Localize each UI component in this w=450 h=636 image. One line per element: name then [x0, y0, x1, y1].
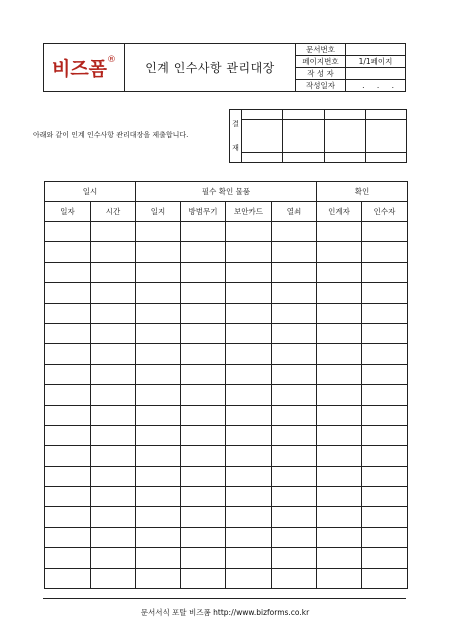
table-cell[interactable]	[136, 283, 181, 303]
table-cell[interactable]	[317, 303, 362, 323]
table-cell[interactable]	[272, 385, 317, 405]
table-cell[interactable]	[317, 548, 362, 568]
table-cell[interactable]	[317, 323, 362, 343]
column-header-security-weapon: 방범무기	[181, 202, 226, 222]
meta-value-author[interactable]	[346, 68, 406, 80]
table-cell[interactable]	[45, 487, 91, 507]
table-cell[interactable]	[45, 548, 91, 568]
table-cell[interactable]	[136, 344, 181, 364]
table-cell[interactable]	[317, 385, 362, 405]
approval-title-cell[interactable]	[283, 110, 324, 120]
table-cell[interactable]	[181, 487, 226, 507]
approval-sign-cell[interactable]	[365, 120, 406, 153]
document-header	[43, 43, 406, 92]
table-cell[interactable]	[136, 262, 181, 282]
table-cell[interactable]	[45, 466, 91, 486]
table-row	[45, 568, 408, 588]
table-cell[interactable]	[317, 466, 362, 486]
table-cell[interactable]	[226, 242, 272, 262]
table-cell[interactable]	[45, 303, 91, 323]
table-cell[interactable]	[45, 405, 91, 425]
table-cell[interactable]	[91, 446, 136, 466]
table-row	[45, 323, 408, 343]
column-header-handover-person: 인계자	[317, 202, 362, 222]
table-cell[interactable]	[317, 405, 362, 425]
table-row	[45, 262, 408, 282]
table-body	[45, 222, 408, 589]
table-cell[interactable]	[272, 487, 317, 507]
table-cell[interactable]	[181, 323, 226, 343]
table-cell[interactable]	[45, 262, 91, 282]
table-cell[interactable]	[362, 446, 408, 466]
table-cell[interactable]	[45, 344, 91, 364]
table-cell[interactable]	[181, 262, 226, 282]
table-cell[interactable]	[136, 323, 181, 343]
table-cell[interactable]	[181, 466, 226, 486]
table-row	[45, 283, 408, 303]
table-cell[interactable]	[272, 303, 317, 323]
table-cell[interactable]	[272, 425, 317, 445]
table-cell[interactable]	[136, 425, 181, 445]
table-cell[interactable]	[91, 507, 136, 527]
table-cell[interactable]	[362, 507, 408, 527]
table-cell[interactable]	[272, 507, 317, 527]
group-header-row	[45, 182, 408, 202]
table-cell[interactable]	[181, 242, 226, 262]
logo	[44, 44, 125, 92]
approval-sign-cell[interactable]	[242, 120, 283, 153]
approval-date-cell[interactable]	[242, 152, 283, 162]
table-cell[interactable]	[317, 568, 362, 588]
table-cell[interactable]	[136, 242, 181, 262]
meta-label-author: 작 성 자	[296, 68, 346, 80]
document-title: 인계 인수사항 관리대장	[125, 44, 296, 92]
table-cell[interactable]	[136, 446, 181, 466]
table-cell[interactable]	[91, 385, 136, 405]
table-cell[interactable]	[181, 425, 226, 445]
table-cell[interactable]	[45, 242, 91, 262]
table-cell[interactable]	[45, 446, 91, 466]
table-cell[interactable]	[362, 385, 408, 405]
table-cell[interactable]	[226, 364, 272, 384]
intro-statement: 아래와 같이 인계 인수사항 관리대장을 제출합니다.	[33, 131, 189, 139]
table-cell[interactable]	[226, 405, 272, 425]
column-header-date: 일자	[45, 202, 91, 222]
table-cell[interactable]	[272, 344, 317, 364]
approval-sign-cell[interactable]	[283, 120, 324, 153]
table-cell[interactable]	[362, 466, 408, 486]
table-row	[45, 242, 408, 262]
table-cell[interactable]	[226, 303, 272, 323]
table-cell[interactable]	[226, 425, 272, 445]
approval-title-cell[interactable]	[242, 110, 283, 120]
footer-text: 문서서식 포탈 비즈폼 http://www.bizforms.co.kr	[140, 608, 310, 617]
table-cell[interactable]	[136, 548, 181, 568]
table-row	[45, 507, 408, 527]
table-cell[interactable]	[317, 344, 362, 364]
table-cell[interactable]	[362, 323, 408, 343]
table-cell[interactable]	[272, 283, 317, 303]
table-cell[interactable]	[136, 466, 181, 486]
table-cell[interactable]	[272, 364, 317, 384]
handover-table	[44, 181, 408, 589]
table-cell[interactable]	[272, 548, 317, 568]
column-header-security-card: 보안카드	[226, 202, 272, 222]
table-cell[interactable]	[226, 527, 272, 547]
approval-label-top: 결	[232, 120, 239, 128]
table-cell[interactable]	[226, 323, 272, 343]
table-cell[interactable]	[362, 487, 408, 507]
group-header-datetime: 일시	[45, 182, 136, 202]
column-header-log: 일지	[136, 202, 181, 222]
table-cell[interactable]	[91, 364, 136, 384]
column-header-key: 열쇠	[272, 202, 317, 222]
table-cell[interactable]	[91, 487, 136, 507]
table-cell[interactable]	[226, 344, 272, 364]
table-cell[interactable]	[226, 262, 272, 282]
table-row	[45, 222, 408, 242]
table-cell[interactable]	[317, 446, 362, 466]
table-row	[45, 527, 408, 547]
table-row	[45, 385, 408, 405]
table-cell[interactable]	[272, 568, 317, 588]
table-cell[interactable]	[272, 222, 317, 242]
table-cell[interactable]	[45, 385, 91, 405]
table-cell[interactable]	[362, 222, 408, 242]
table-cell[interactable]	[45, 568, 91, 588]
table-cell[interactable]	[272, 527, 317, 547]
approval-title-cell[interactable]	[324, 110, 365, 120]
table-cell[interactable]	[91, 405, 136, 425]
table-cell[interactable]	[317, 222, 362, 242]
table-cell[interactable]	[45, 527, 91, 547]
meta-label-page-number: 페이지번호	[296, 56, 346, 68]
table-cell[interactable]	[136, 568, 181, 588]
table-cell[interactable]	[362, 262, 408, 282]
logo-text: 비즈폼	[51, 58, 108, 80]
table-cell[interactable]	[181, 527, 226, 547]
meta-label-date: 작성일자	[296, 80, 346, 92]
table-cell[interactable]	[91, 222, 136, 242]
table-cell[interactable]	[362, 527, 408, 547]
table-cell[interactable]	[45, 222, 91, 242]
table-cell[interactable]	[91, 262, 136, 282]
table-cell[interactable]	[45, 507, 91, 527]
table-cell[interactable]	[181, 283, 226, 303]
table-cell[interactable]	[91, 527, 136, 547]
table-cell[interactable]	[317, 262, 362, 282]
table-row	[45, 405, 408, 425]
table-cell[interactable]	[181, 344, 226, 364]
table-cell[interactable]	[272, 262, 317, 282]
table-row	[45, 425, 408, 445]
table-cell[interactable]	[181, 507, 226, 527]
table-cell[interactable]	[91, 466, 136, 486]
table-cell[interactable]	[272, 405, 317, 425]
footer-divider	[43, 598, 406, 599]
approval-label	[230, 110, 242, 163]
table-cell[interactable]	[226, 548, 272, 568]
table-cell[interactable]	[181, 303, 226, 323]
table-cell[interactable]	[317, 283, 362, 303]
table-cell[interactable]	[181, 568, 226, 588]
table-cell[interactable]	[91, 242, 136, 262]
table-cell[interactable]	[181, 222, 226, 242]
table-cell[interactable]	[226, 446, 272, 466]
table-cell[interactable]	[91, 344, 136, 364]
approval-box	[229, 109, 407, 163]
table-cell[interactable]	[362, 283, 408, 303]
meta-value-doc-number[interactable]	[346, 44, 406, 56]
table-cell[interactable]	[181, 405, 226, 425]
table-cell[interactable]	[45, 364, 91, 384]
table-cell[interactable]	[136, 405, 181, 425]
table-cell[interactable]	[181, 548, 226, 568]
column-header-row	[45, 202, 408, 222]
table-cell[interactable]	[317, 507, 362, 527]
table-cell[interactable]	[272, 446, 317, 466]
registered-mark: ®	[107, 55, 117, 65]
table-cell[interactable]	[317, 487, 362, 507]
table-cell[interactable]	[91, 303, 136, 323]
table-cell[interactable]	[226, 487, 272, 507]
table-cell[interactable]	[317, 242, 362, 262]
table-cell[interactable]	[226, 507, 272, 527]
table-cell[interactable]	[181, 446, 226, 466]
table-cell[interactable]	[91, 283, 136, 303]
approval-sign-cell[interactable]	[324, 120, 365, 153]
approval-date-cell[interactable]	[365, 152, 406, 162]
table-cell[interactable]	[226, 466, 272, 486]
table-cell[interactable]	[136, 507, 181, 527]
table-cell[interactable]	[272, 466, 317, 486]
table-cell[interactable]	[136, 364, 181, 384]
table-row	[45, 344, 408, 364]
meta-label-doc-number: 문서번호	[296, 44, 346, 56]
table-cell[interactable]	[362, 364, 408, 384]
table-row	[45, 303, 408, 323]
table-cell[interactable]	[226, 568, 272, 588]
table-cell[interactable]	[181, 385, 226, 405]
table-cell[interactable]	[45, 323, 91, 343]
approval-label-bottom: 재	[232, 144, 239, 152]
approval-date-cell[interactable]	[283, 152, 324, 162]
approval-date-cell[interactable]	[324, 152, 365, 162]
table-cell[interactable]	[362, 405, 408, 425]
table-cell[interactable]	[362, 344, 408, 364]
table-cell[interactable]	[362, 242, 408, 262]
column-header-receiver: 인수자	[362, 202, 408, 222]
table-cell[interactable]	[91, 323, 136, 343]
table-cell[interactable]	[45, 425, 91, 445]
table-cell[interactable]	[317, 364, 362, 384]
table-cell[interactable]	[317, 425, 362, 445]
table-row	[45, 364, 408, 384]
approval-title-cell[interactable]	[365, 110, 406, 120]
meta-value-page-number: 1/1페이지	[346, 56, 406, 68]
table-cell[interactable]	[91, 425, 136, 445]
group-header-required-items: 필수 확인 물품	[136, 182, 317, 202]
table-cell[interactable]	[317, 527, 362, 547]
table-cell[interactable]	[362, 303, 408, 323]
table-cell[interactable]	[362, 425, 408, 445]
table-row	[45, 466, 408, 486]
table-cell[interactable]	[226, 283, 272, 303]
table-cell[interactable]	[91, 548, 136, 568]
group-header-confirm: 확인	[317, 182, 408, 202]
table-cell[interactable]	[362, 548, 408, 568]
table-cell[interactable]	[45, 283, 91, 303]
table-cell[interactable]	[272, 323, 317, 343]
table-cell[interactable]	[136, 527, 181, 547]
column-header-time: 시간	[91, 202, 136, 222]
table-cell[interactable]	[226, 385, 272, 405]
table-cell[interactable]	[136, 303, 181, 323]
table-cell[interactable]	[226, 222, 272, 242]
table-cell[interactable]	[136, 487, 181, 507]
table-row	[45, 446, 408, 466]
meta-value-date[interactable]: . . .	[346, 80, 406, 92]
table-cell[interactable]	[136, 385, 181, 405]
table-cell[interactable]	[91, 568, 136, 588]
table-cell[interactable]	[181, 364, 226, 384]
table-cell[interactable]	[136, 222, 181, 242]
table-row	[45, 487, 408, 507]
table-cell[interactable]	[272, 242, 317, 262]
table-row	[45, 548, 408, 568]
table-cell[interactable]	[362, 568, 408, 588]
